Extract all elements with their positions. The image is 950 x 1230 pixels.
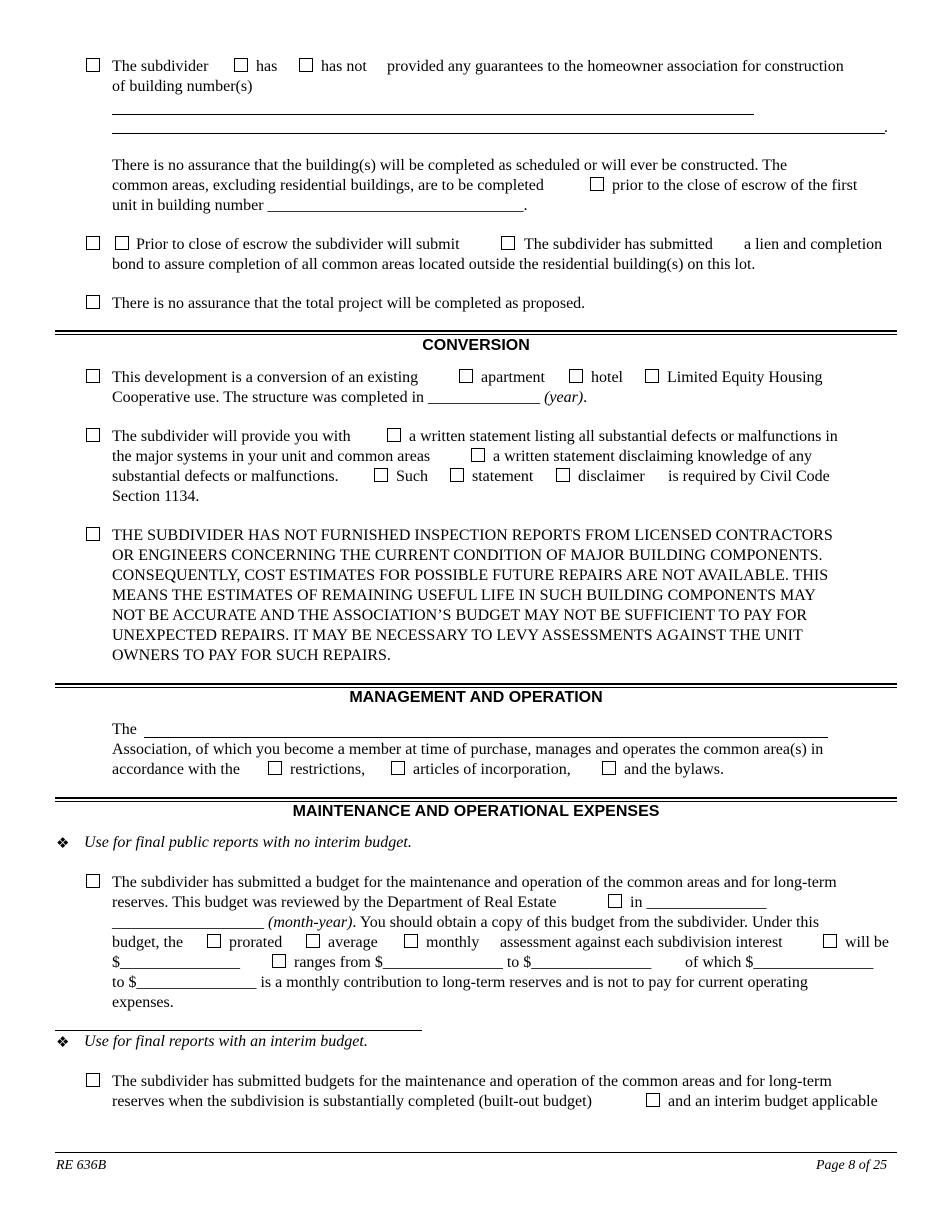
budget-line-3-text: . You should obtain a copy of this budget from the subdivider. Under this [352,914,820,931]
prorated-label: prorated [229,934,283,951]
management-heading: MANAGEMENT AND OPERATION [349,689,603,706]
prior-close-checkbox[interactable] [590,177,604,191]
bylaws-checkbox[interactable] [602,761,616,775]
has-not-label: has not [321,58,367,75]
ranges-label: ranges from $_______________ to $_______________ [294,954,652,971]
restrictions-label: restrictions, [290,761,366,778]
assurance-line-1: There is no assurance that the building(s) will be completed as scheduled or will ever be constructed. The [112,157,788,174]
provide-text-line3: substantial defects or malfunctions. [112,468,339,485]
bond-text: a lien and completion [744,236,883,253]
association-name-blank[interactable] [144,737,828,738]
budget-line-6: to $_______________ is a monthly contribution to long-term reserves and is not to pay for current operating [112,974,808,991]
articles-label: articles of incorporation, [413,761,571,778]
interim-applicable-checkbox[interactable] [646,1093,660,1107]
divider-line [55,1030,422,1031]
has-checkbox[interactable] [234,58,248,72]
budget-line-3 [112,913,819,933]
monthly-label: monthly [426,934,480,951]
year-label: (year) [544,389,584,406]
building-number-blank-1[interactable] [112,114,754,115]
disclaimer-statement-checkbox[interactable] [471,448,485,462]
guarantee-text-cont: provided any guarantees to the homeowner association for construction [387,58,844,75]
inspection-caps-line: CONSEQUENTLY, COST ESTIMATES FOR POSSIBLE FUTURE REPAIRS ARE NOT AVAILABLE. THIS [112,567,829,584]
bullet-note-1: Use for final public reports with no interim budget. [84,834,412,851]
conversion-text-line2 [112,388,587,408]
conversion-heading: CONVERSION [422,337,530,354]
management-line-1: The [112,721,137,738]
inspection-caps-line: MEANS THE ESTIMATES OF REMAINING USEFUL LIFE IN SUCH BUILDING COMPONENTS MAY [112,587,816,604]
apartment-checkbox[interactable] [459,369,473,383]
has-label: has [256,58,278,75]
assurance-line-2: common areas, excluding residential buildings, are to be completed [112,177,544,194]
building-number-blank-2[interactable] [112,133,885,134]
articles-checkbox[interactable] [391,761,405,775]
reserves-amount-text: of which $_______________ [685,954,874,971]
conversion-checkbox[interactable] [86,369,100,383]
provide-text-line4: Section 1134. [112,488,200,505]
has-submitted-checkbox[interactable] [501,236,515,250]
defects-statement-checkbox[interactable] [387,428,401,442]
guarantee-text-line2: of building number(s) [112,78,253,95]
has-submitted-label: The subdivider has submitted [524,236,713,253]
will-be-checkbox[interactable] [823,934,837,948]
form-number: RE 636B [56,1158,107,1173]
interim-budget-checkbox[interactable] [86,1073,100,1087]
limited-equity-checkbox[interactable] [645,369,659,383]
provide-text-line2: the major systems in your unit and common areas [112,448,431,465]
bullet-note-2: Use for final reports with an interim budget. [84,1033,368,1050]
average-checkbox[interactable] [306,934,320,948]
disclaimer-statement-label: a written statement disclaiming knowledge of any [493,448,813,465]
no-assurance-checkbox[interactable] [86,295,100,309]
assessment-amount-blank[interactable]: $_______________ [112,954,240,971]
inspection-caps-line: OWNERS TO PAY FOR SUCH REPAIRS. [112,647,391,664]
no-assurance-text: There is no assurance that the total project will be completed as proposed. [112,295,586,312]
apartment-label: apartment [481,369,545,386]
budget-line-2: reserves. This budget was reviewed by the Department of Real Estate [112,894,557,911]
budget-line-1: The subdivider has submitted a budget for the maintenance and operation of the common areas and for long-term [112,874,837,891]
guarantee-text: The subdivider [112,58,209,75]
section-rule [55,330,897,335]
footer-rule [55,1152,897,1153]
defects-statement-label: a written statement listing all substantial defects or malfunctions in [409,428,838,445]
month-year-label: (month-year) [268,914,353,931]
restrictions-checkbox[interactable] [268,761,282,775]
hotel-checkbox[interactable] [569,369,583,383]
year-completed-text: Cooperative use. The structure was completed in ______________ [112,389,541,406]
inspection-caps-line: NOT BE ACCURATE AND THE ASSOCIATION’S BUDGET MAY NOT BE SUFFICIENT TO PAY FOR [112,607,808,624]
reviewed-in-checkbox[interactable] [608,894,622,908]
blank-period: . [884,119,888,136]
interim-line-2: reserves when the subdivision is substantially completed (built-out budget) [112,1093,592,1110]
bond-checkbox[interactable] [86,236,100,250]
inspection-caps-line: UNEXPECTED REPAIRS. IT MAY BE NECESSARY TO LEVY ASSESSMENTS AGAINST THE UNIT [112,627,803,644]
maintenance-heading: MAINTENANCE AND OPERATIONAL EXPENSES [292,803,660,820]
will-submit-label: Prior to close of escrow the subdivider will submit [136,236,460,253]
statement-label: statement [472,468,534,485]
monthly-checkbox[interactable] [404,934,418,948]
management-line-3: accordance with the [112,761,240,778]
month-year-blank[interactable]: ___________________ [112,914,264,931]
assurance-line-3: unit in building number ________________________________. [112,197,528,214]
ranges-checkbox[interactable] [272,954,286,968]
year-period: . [583,389,588,406]
diamond-bullet-icon: ❖ [56,834,70,852]
inspection-caps-line: THE SUBDIVIDER HAS NOT FURNISHED INSPECTION REPORTS FROM LICENSED CONTRACTORS [112,527,833,544]
statement-checkbox[interactable] [450,468,464,482]
inspection-reports-checkbox[interactable] [86,527,100,541]
management-line-2: Association, of which you become a member at time of purchase, manages and operates the common area(s) in [112,741,824,758]
has-not-checkbox[interactable] [299,58,313,72]
budget-checkbox[interactable] [86,874,100,888]
guarantee-checkbox[interactable] [86,58,100,72]
interim-applicable-label: and an interim budget applicable [668,1093,878,1110]
budget-line-4: budget, the [112,934,184,951]
page-number: Page 8 of 25 [816,1158,888,1173]
civil-code-text: is required by Civil Code [668,468,830,485]
interim-line-1: The subdivider has submitted budgets for the maintenance and operation of the common areas and for long-term [112,1073,832,1090]
limited-equity-label: Limited Equity Housing [667,369,823,386]
conversion-text: This development is a conversion of an existing [112,369,419,386]
assessment-text: assessment against each subdivision interest [500,934,783,951]
will-be-label: will be [845,934,889,951]
such-label: Such [396,468,428,485]
inspection-caps-line: OR ENGINEERS CONCERNING THE CURRENT CONDITION OF MAJOR BUILDING COMPONENTS. [112,547,823,564]
budget-line-7: expenses. [112,994,174,1011]
hotel-label: hotel [591,369,623,386]
bylaws-label: and the bylaws. [624,761,724,778]
provide-text: The subdivider will provide you with [112,428,351,445]
will-submit-checkbox[interactable] [115,236,129,250]
disclaimer-label: disclaimer [578,468,645,485]
average-label: average [328,934,378,951]
diamond-bullet-icon: ❖ [56,1033,70,1051]
prorated-checkbox[interactable] [207,934,221,948]
prior-close-label: prior to the close of escrow of the first [612,177,858,194]
provide-checkbox[interactable] [86,428,100,442]
reviewed-in-label: in _______________ [630,894,767,911]
such-checkbox[interactable] [374,468,388,482]
disclaimer-checkbox[interactable] [556,468,570,482]
bond-text-line2: bond to assure completion of all common areas located outside the residential building(s) on this lot. [112,256,756,273]
